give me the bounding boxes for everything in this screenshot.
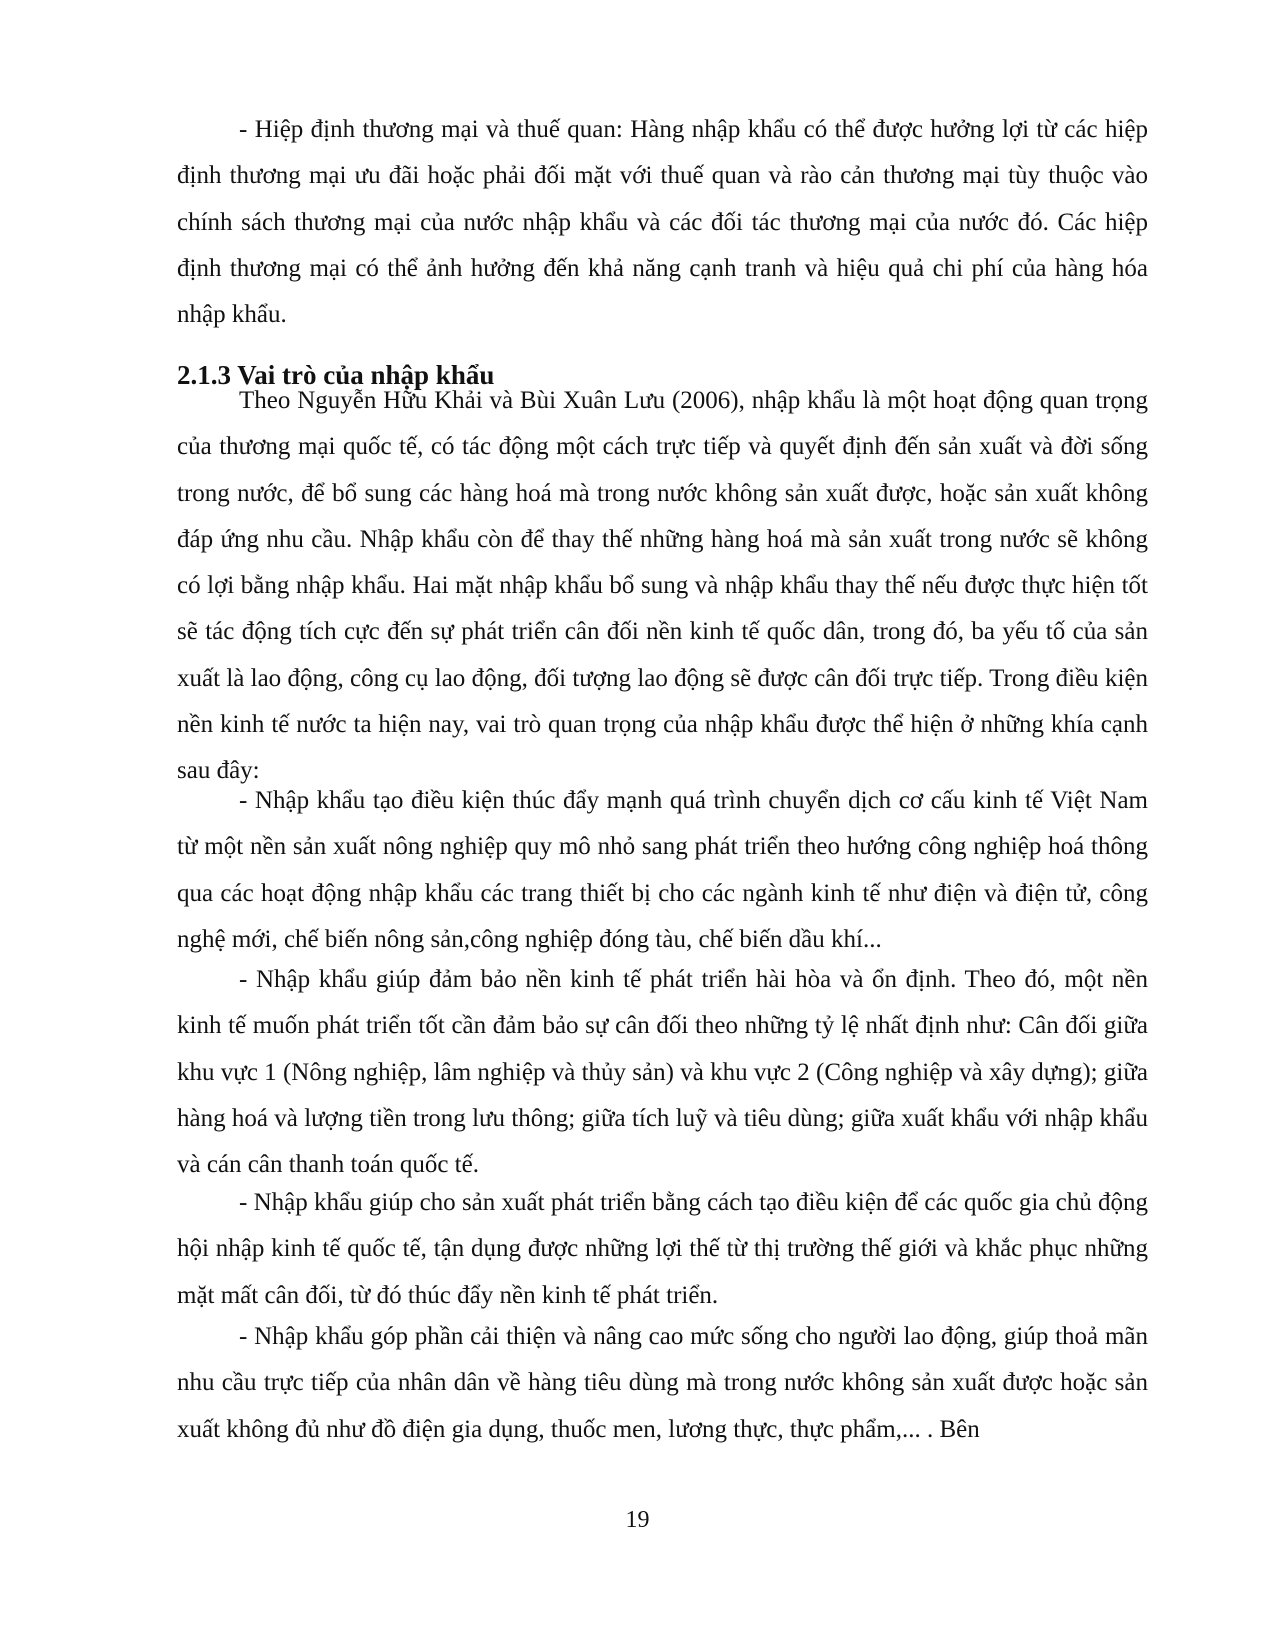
paragraph-balanced-economy: - Nhập khẩu giúp đảm bảo nền kinh tế phát triển hài hòa và ổn định. Theo đó, một nền kinh tế muốn phát triển tốt cần đảm bảo sự cân đối theo những tỷ lệ nhất định như: Cân đối giữa khu vực 1 (Nông nghiệp, lâm nghiệp và thủy sản) và khu vực 2 (Công nghiệp và xây dựng); giữa hàng hoá và lượng tiền trong lưu thông; giữa tích luỹ và tiêu dùng; giữa xuất khẩu với nhập khẩu và cán cân thanh toán quốc tế. [177,966,1148,1179]
paragraph-living-standards: - Nhập khẩu góp phần cải thiện và nâng cao mức sống cho người lao động, giúp thoả mãn nhu cầu trực tiếp của nhân dân về hàng tiêu dùng mà trong nước không sản xuất được hoặc sản xuất không đủ như đồ điện gia dụng, thuốc men, lương thực, thực phẩm,... . Bên [177,1323,1148,1443]
page-number: 19 [625,1507,650,1533]
section-heading: 2.1.3 Vai trò của nhập khẩu [177,360,495,390]
paragraph-production-development: - Nhập khẩu giúp cho sản xuất phát triển bằng cách tạo điều kiện để các quốc gia chủ động hội nhập kinh tế quốc tế, tận dụng được những lợi thế từ thị trường thế giới và khắc phục những mặt mất cân đối, từ đó thúc đẩy nền kinh tế phát triển. [177,1189,1148,1309]
paragraph-trade-agreements: - Hiệp định thương mại và thuế quan: Hàng nhập khẩu có thể được hưởng lợi từ các hiệp định thương mại ưu đãi hoặc phải đối mặt với thuế quan và rào cản thương mại tùy thuộc vào chính sách thương mại của nước nhập khẩu và các đối tác thương mại của nước đó. Các hiệp định thương mại có thể ảnh hưởng đến khả năng cạnh tranh và hiệu quả chi phí của hàng hóa nhập khẩu. [177,116,1148,329]
paragraph-structural-shift: - Nhập khẩu tạo điều kiện thúc đẩy mạnh quá trình chuyển dịch cơ cấu kinh tế Việt Nam từ một nền sản xuất nông nghiệp quy mô nhỏ sang phát triển theo hướng công nghiệp hoá thông qua các hoạt động nhập khẩu các trang thiết bị cho các ngành kinh tế như điện và điện tử, công nghệ mới, chế biến nông sản,công nghiệp đóng tàu, chế biến dầu khí... [177,787,1148,953]
paragraph-role-of-imports: Theo Nguyễn Hữu Khải và Bùi Xuân Lưu (2006), nhập khẩu là một hoạt động quan trọng của thương mại quốc tế, có tác động một cách trực tiếp và quyết định đến sản xuất và đời sống trong nước, để bổ sung các hàng hoá mà trong nước không sản xuất được, hoặc sản xuất không đáp ứng nhu cầu. Nhập khẩu còn để thay thế những hàng hoá mà sản xuất trong nước sẽ không có lợi bằng nhập khẩu. Hai mặt nhập khẩu bổ sung và nhập khẩu thay thế nếu được thực hiện tốt sẽ tác động tích cực đến sự phát triển cân đối nền kinh tế quốc dân, trong đó, ba yếu tố của sản xuất là lao động, công cụ lao động, đối tượng lao động sẽ được cân đối trực tiếp. Trong điều kiện nền kinh tế nước ta hiện nay, vai trò quan trọng của nhập khẩu được thể hiện ở những khía cạnh sau đây: [177,387,1148,785]
